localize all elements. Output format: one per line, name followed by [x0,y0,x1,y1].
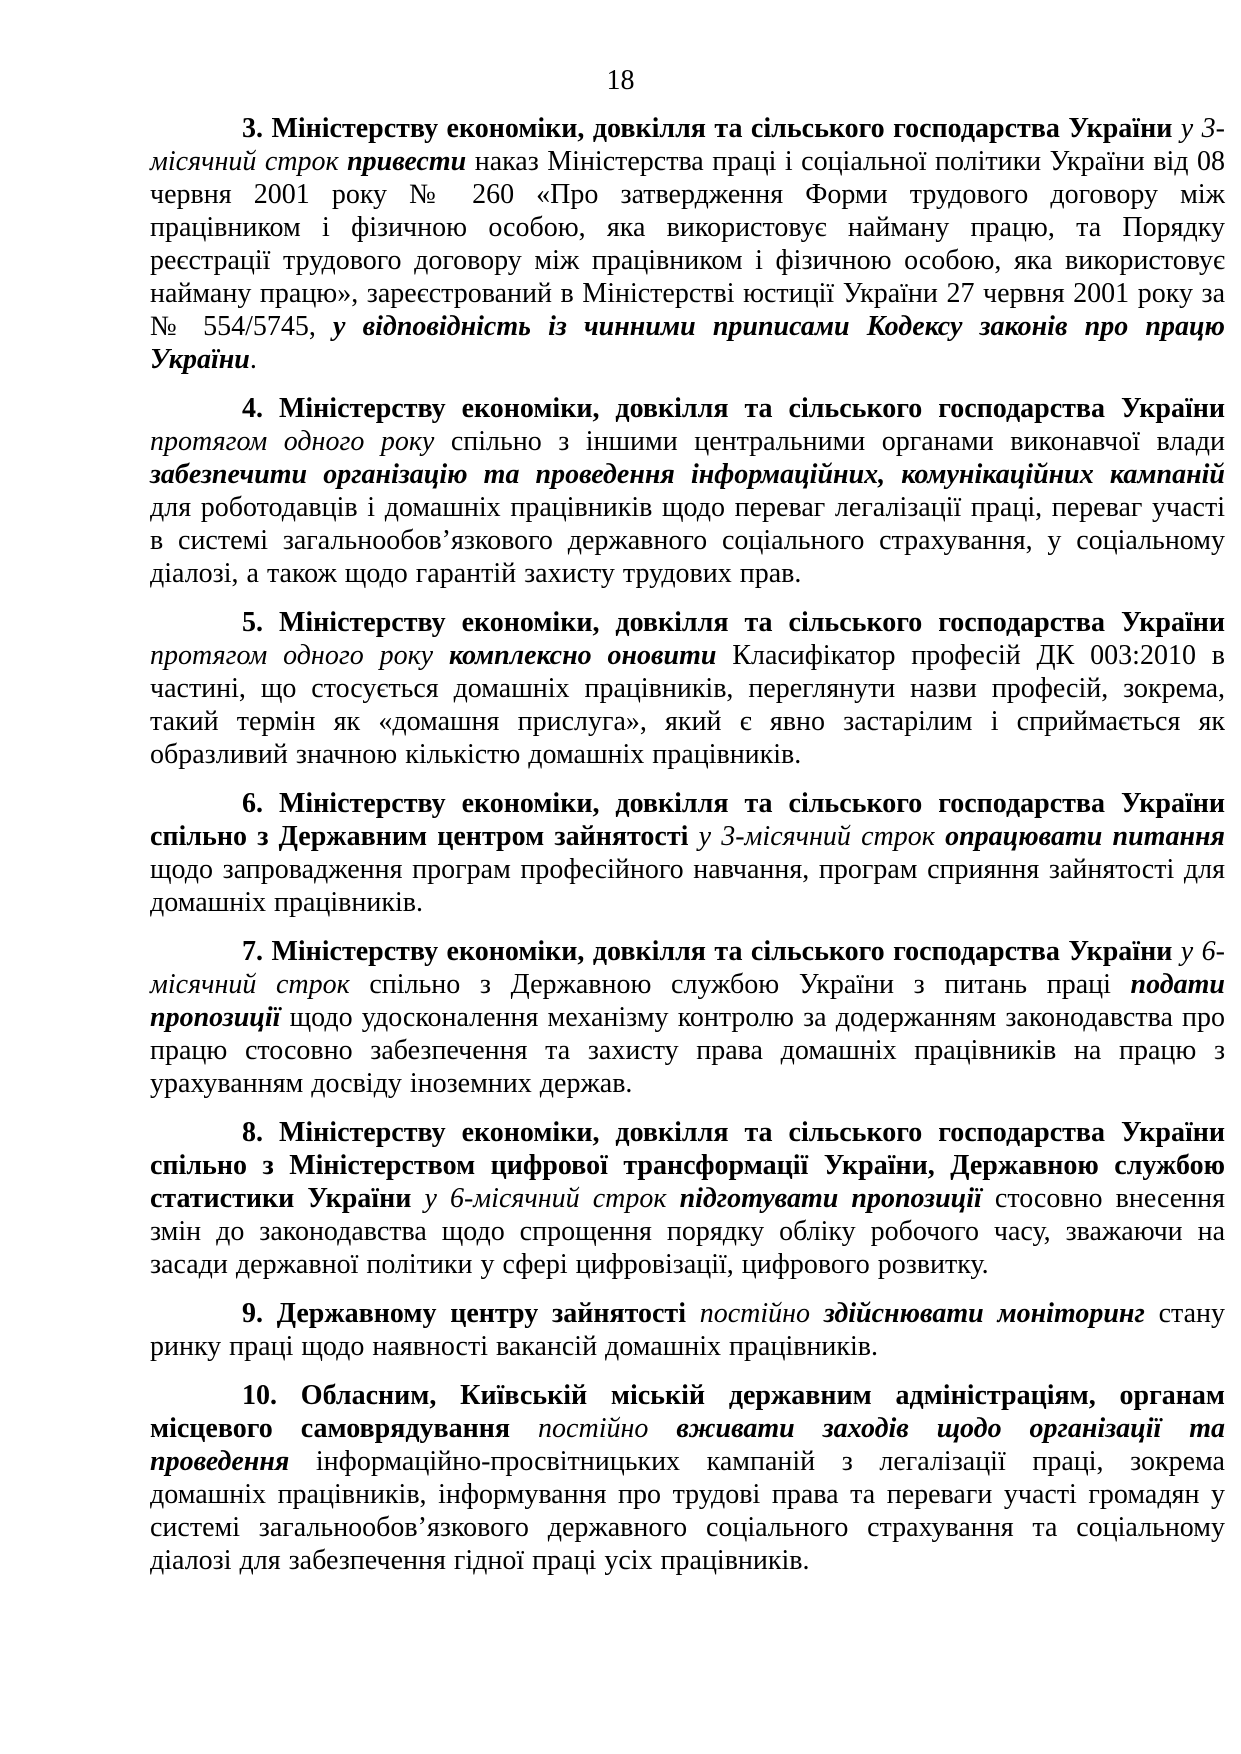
paragraph [150,935,1225,1100]
text-run: стосовно внесення змін до законодавства щодо спрощення порядку обліку робочого часу, зважаючи на засади державної політики у сфері цифровізації, цифрового розвитку. [150,1183,1225,1280]
text-run: здійснювати моніторинг [823,1298,1159,1329]
text-run: вживати заходів щодо організації та проведення [150,1413,1225,1477]
text-run: протягом одного року [150,640,449,671]
text-run: 8. Міністерству економіки, довкілля та сільського господарства України спільно з Міністерством цифрової трансформації України, Державною службою статистики України [150,1117,1225,1214]
paragraph [150,1116,1225,1281]
text-run: 10. Обласним, Київській міській державним адміністраціям, органам місцевого самоврядування [150,1380,1225,1444]
text-run: у 6-місячний строк [424,1183,680,1214]
paragraph [150,1297,1225,1363]
text-run: у відповідність із чинними приписами Кодексу законів про працю України [150,311,1225,375]
paragraph [150,112,1225,376]
text-run: 4. Міністерству економіки, довкілля та сільського господарства України [242,393,1225,424]
text-run: щодо удосконалення механізму контролю за додержанням законодавства про працю стосовно забезпечення та захисту права домашніх працівників на працю з урахуванням досвіду іноземних держав. [150,1002,1226,1099]
text-run: 6. Міністерству економіки, довкілля та сільського господарства України спільно з Державним центром зайнятості [150,788,1225,852]
text-run: у 3-місячний строк [698,821,946,852]
paragraph [150,787,1225,919]
text-run: щодо запровадження програм професійного навчання, програм сприяння зайнятості для домашніх працівників. [150,854,1225,918]
text-run: привести [347,146,475,177]
text-run: 9. Державному центру зайнятості [242,1298,700,1329]
text-run: спільно з іншими центральними органами виконавчої влади [450,426,1225,457]
page-number: 18 [606,65,635,96]
text-run: забезпечити організацію та проведення інформаційних, комунікаційних кампаній [150,459,1225,490]
paragraph [150,392,1225,590]
text-run: стану ринку праці щодо наявності вакансій домашніх працівників. [150,1298,1225,1362]
text-run: 3. Міністерству економіки, довкілля та сільського господарства України [242,113,1181,144]
text-run: 7. Міністерству економіки, довкілля та сільського господарства України [242,936,1181,967]
text-run: підготувати пропозиції [679,1183,995,1214]
text-run: інформаційно-просвітницьких кампаній з легалізації праці, зокрема домашніх працівників, інформування про трудові права та переваги участі громадян у системі загальнообов’язкового державного соціального страхування та соціальному діалозі для забезпечення гідної праці усіх працівників. [150,1446,1225,1576]
document-body [150,112,1225,1577]
text-run: у 3-місячний строк [150,113,1225,177]
text-run: для роботодавців і домашніх працівників щодо переваг легалізації праці, переваг участі в системі загальнообов’язкового державного соціального страхування, у соціальному діалозі, а також щодо гарантій захисту трудових прав. [150,492,1225,589]
text-run: подати пропозиції [150,969,1225,1033]
text-run: постійно [699,1298,824,1329]
text-run: спільно з Державною службою України з питань праці [369,969,1131,1000]
text-run: у 6-місячний строк [150,936,1225,1000]
text-run: постійно [538,1413,677,1444]
text-run: протягом одного року [150,426,451,457]
text-run: опрацювати питання [945,821,1225,852]
text-run: наказ Міністерства праці і соціальної політики України від 08 червня 2001 року № 260 «Про затвердження Форми трудового договору між працівником і фізичною особою, яка використовує найману працю, та Порядку реєстрації трудового договору між працівником і фізичною особою, яка використовує найману працю», зареєстрований в Міністерстві юстиції України 27 червня 2001 року за № 554/5745, [150,146,1226,342]
text-run: Класифікатор професій ДК 003:2010 в частині, що стосується домашніх працівників, переглянути назви професій, зокрема, такий термін як «домашня прислуга», який є явно застарілим і сприймається як образливий значною кількістю домашніх працівників. [150,640,1225,770]
text-run: 5. Міністерству економіки, довкілля та сільського господарства України [242,607,1225,638]
text-run: комплексно оновити [448,640,733,671]
paragraph [150,606,1225,771]
text-run: . [249,344,257,375]
paragraph [150,1379,1225,1577]
